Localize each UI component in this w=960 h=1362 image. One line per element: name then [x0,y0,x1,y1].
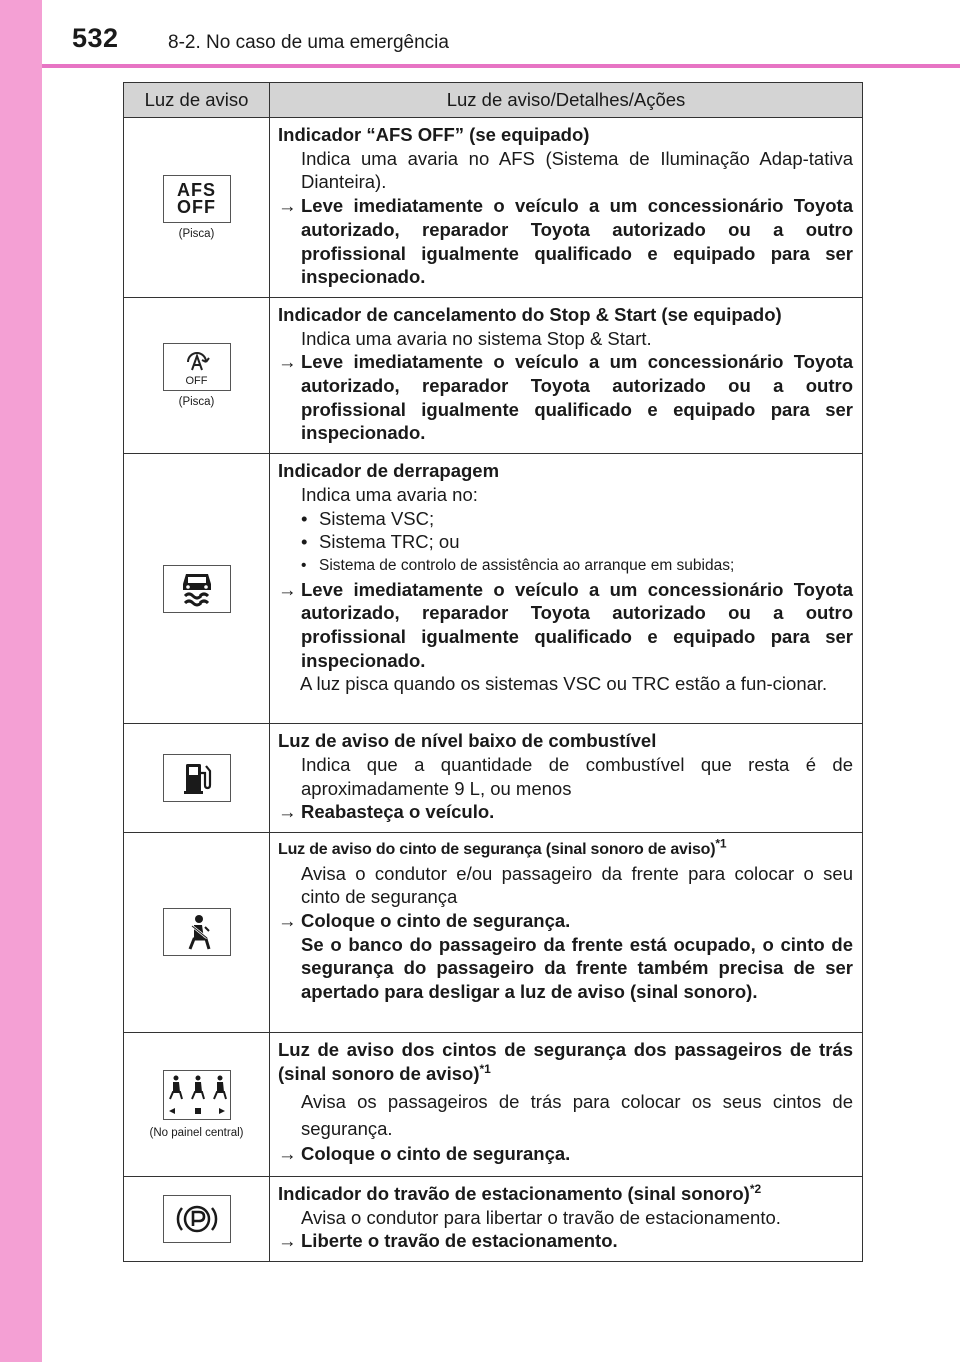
row-description: Indica uma avaria no: [301,483,478,505]
row-title: Indicador “AFS OFF” (se equipado) [278,124,590,145]
row-description: Indica uma avaria no AFS (Sistema de Iluminação Adap-tativa Dianteira). [301,147,853,193]
table-row [124,297,863,453]
list-item: • Sistema de controlo de assistência ao arranque em subidas; [301,556,735,574]
page-number: 532 [72,23,119,53]
arrow-icon: → [278,578,297,600]
table-row [124,454,863,724]
row-description: Avisa o condutor e/ou passageiro da frente para colocar o seu cinto de segurança [301,862,853,908]
afs-off-icon: AFS OFF [163,175,231,223]
details-cell [270,118,863,298]
row-description: Indica que a quantidade de combustível que resta é de aproximadamente 9 L, ou menos [301,753,853,799]
details-cell [270,454,863,724]
table-row [124,1176,863,1261]
table-header-row [124,83,863,118]
column-header-light: Luz de aviso [124,83,270,118]
row-action: → Reabasteça o veículo. [278,801,495,823]
icon-cell [124,118,270,298]
table-row [124,118,863,298]
arrow-icon: → [278,351,297,373]
row-description: Avisa o condutor para libertar o travão de estacionamento. [301,1206,781,1228]
seatbelt-icon [163,908,231,956]
row-action-extra: Se o banco do passageiro da frente está ocupado, o cinto de segurança do passageiro da frente também precisa de ser apertado para desligar a luz de aviso (sinal sonoro). [301,933,853,1003]
icon-cell [124,832,270,1032]
list-item: • Sistema TRC; ou [301,531,460,553]
row-action: → Leve imediatamente o veículo a um concessionário Toyota autorizado, reparador Toyota autorizado ou a outro profissional igualmente qualificado e equipado para ser inspecionado. [278,351,853,444]
arrow-icon: → [278,801,297,823]
icon-caption: (Pisca) [178,227,215,240]
details-cell [270,724,863,833]
row-action: → Leve imediatamente o veículo a um concessionário Toyota autorizado, reparador Toyota autorizado ou a outro profissional igualmente qualificado e equipado para ser inspecionado. [278,578,853,671]
parking-brake-icon [163,1195,231,1243]
page-side-tab [0,0,42,1362]
row-title: Luz de aviso do cinto de segurança (sinal sonoro de aviso)$^{*1}$ [278,836,727,858]
skid-indicator-icon [163,565,231,613]
details-cell [270,1032,863,1176]
column-header-details: Luz de aviso/Detalhes/Ações [270,83,863,118]
details-cell [270,297,863,453]
row-title: Luz de aviso dos cintos de segurança dos passageiros de trás (sinal sonoro de aviso)$^{*1}$ [278,1038,853,1084]
warning-lights-table [123,82,863,1262]
icon-cell [124,1176,270,1261]
header-rule [42,64,960,68]
row-description: Indica uma avaria no sistema Stop & Start. [301,327,652,349]
details-cell [270,832,863,1032]
row-action: → Coloque o cinto de segurança. [278,1143,571,1165]
fuel-pump-icon [163,754,231,802]
arrow-icon: → [278,1143,297,1165]
arrow-icon: → [278,195,297,217]
icon-cell [124,297,270,453]
row-action: → Leve imediatamente o veículo a um concessionário Toyota autorizado, reparador Toyota autorizado ou a outro profissional igualmente qualificado e equipado para ser inspecionado. [278,195,853,288]
icon-cell [124,454,270,724]
row-title: Indicador do travão de estacionamento (sinal sonoro)$^{*2}$ [278,1181,762,1204]
icon-cell [124,724,270,833]
row-title: Luz de aviso de nível baixo de combustível [278,730,657,752]
rear-seatbelts-icon [163,1070,231,1120]
row-title: Indicador de derrapagem [278,460,500,482]
table-row [124,1032,863,1176]
section-title: 8-2. No caso de uma emergência [168,32,449,53]
table-row [124,832,863,1032]
row-note: A luz pisca quando os sistemas VSC ou TRC estão a fun-cionar. [300,673,828,695]
auto-a-icon [182,348,212,376]
icon-caption: (Pisca) [178,396,215,409]
stop-start-off-icon: OFF [163,343,231,391]
row-action: → Liberte o travão de estacionamento. [278,1230,618,1252]
icon-caption: (No painel central) [149,1126,244,1139]
row-description: Avisa os passageiros de trás para colocar os seus cintos de segurança. [301,1091,853,1140]
details-cell [270,1176,863,1261]
arrow-icon: → [278,1230,297,1252]
row-title: Indicador de cancelamento do Stop & Start (se equipado) [278,303,782,325]
list-item: • Sistema VSC; [301,507,435,529]
icon-cell [124,1032,270,1176]
table-row [124,724,863,833]
row-action: → Coloque o cinto de segurança. [278,910,571,932]
arrow-icon: → [278,910,297,932]
